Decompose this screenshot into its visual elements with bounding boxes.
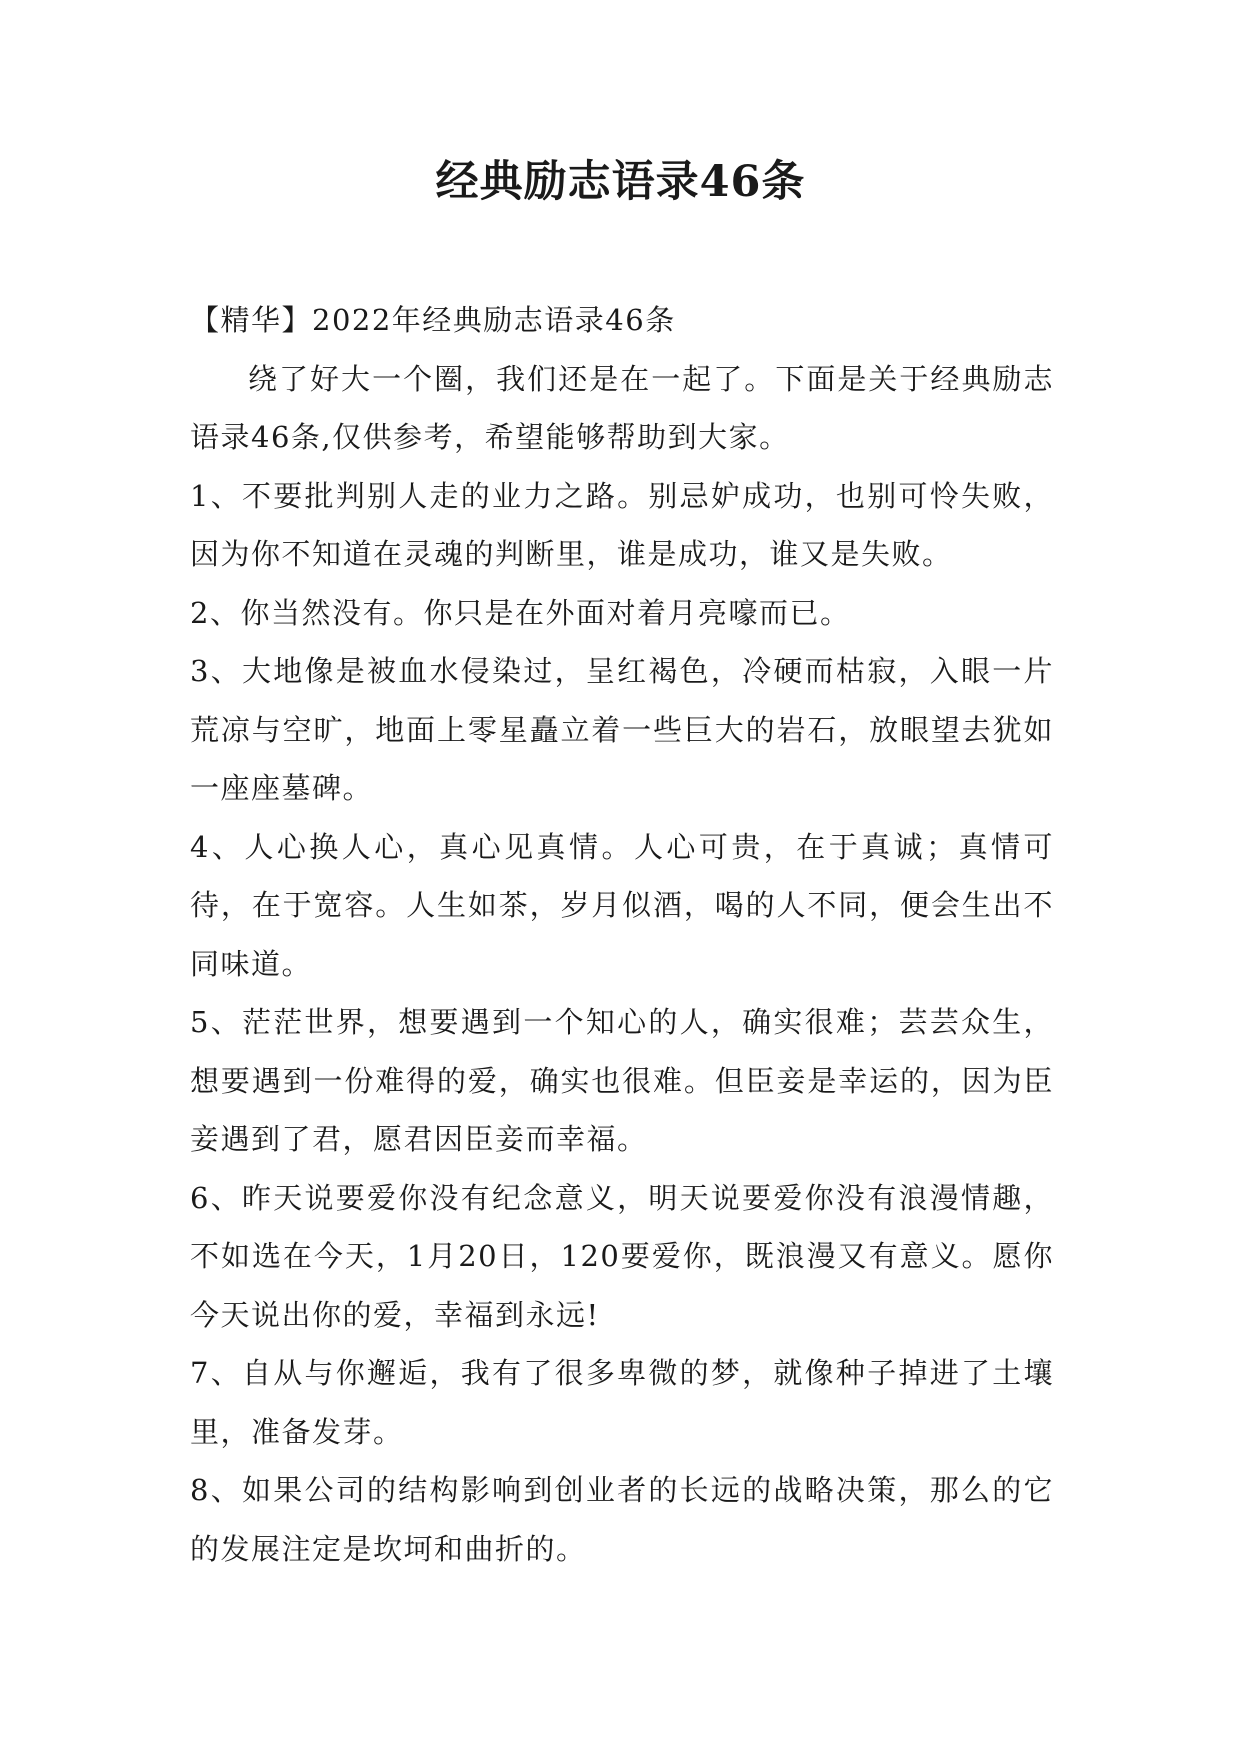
quote-item: 3、大地像是被血水侵染过，呈红褐色，冷硬而枯寂，入眼一片荒凉与空旷，地面上零星矗立着一些巨大的岩石，放眼望去犹如一座座墓碑。: [190, 654, 1054, 805]
document-subtitle: 【精华】2022年经典励志语录46条: [190, 303, 676, 337]
quote-item: 2、你当然没有。你只是在外面对着月亮嚎而已。: [190, 595, 851, 630]
document-body: [190, 291, 1054, 1578]
document-title: 经典励志语录46条: [435, 157, 806, 207]
quote-item: 8、如果公司的结构影响到创业者的长远的战略决策，那么的它的发展注定是坎坷和曲折的。: [190, 1473, 1054, 1566]
quote-item: 7、自从与你邂逅，我有了很多卑微的梦，就像种子掉进了土壤里，准备发芽。: [190, 1356, 1054, 1449]
quote-item: 4、人心换人心，真心见真情。人心可贵，在于真诚；真情可待，在于宽容。人生如茶，岁月似酒，喝的人不同，便会生出不同味道。: [190, 829, 1054, 981]
intro-paragraph: 绕了好大一个圈，我们还是在一起了。下面是关于经典励志语录46条,仅供参考，希望能够帮助到大家。: [190, 361, 1054, 454]
quote-item: 5、茫茫世界，想要遇到一个知心的人，确实很难；芸芸众生，想要遇到一份难得的爱，确实也很难。但臣妾是幸运的，因为臣妾遇到了君，愿君因臣妾而幸福。: [190, 1005, 1054, 1156]
quote-item: 6、昨天说要爱你没有纪念意义，明天说要爱你没有浪漫情趣，不如选在今天，1月20日，120要爱你，既浪漫又有意义。愿你今天说出你的爱，幸福到永远!: [190, 1180, 1054, 1332]
quote-item: 1、不要批判别人走的业力之路。别忌妒成功，也别可怜失败，因为你不知道在灵魂的判断里，谁是成功，谁又是失败。: [190, 478, 1054, 571]
